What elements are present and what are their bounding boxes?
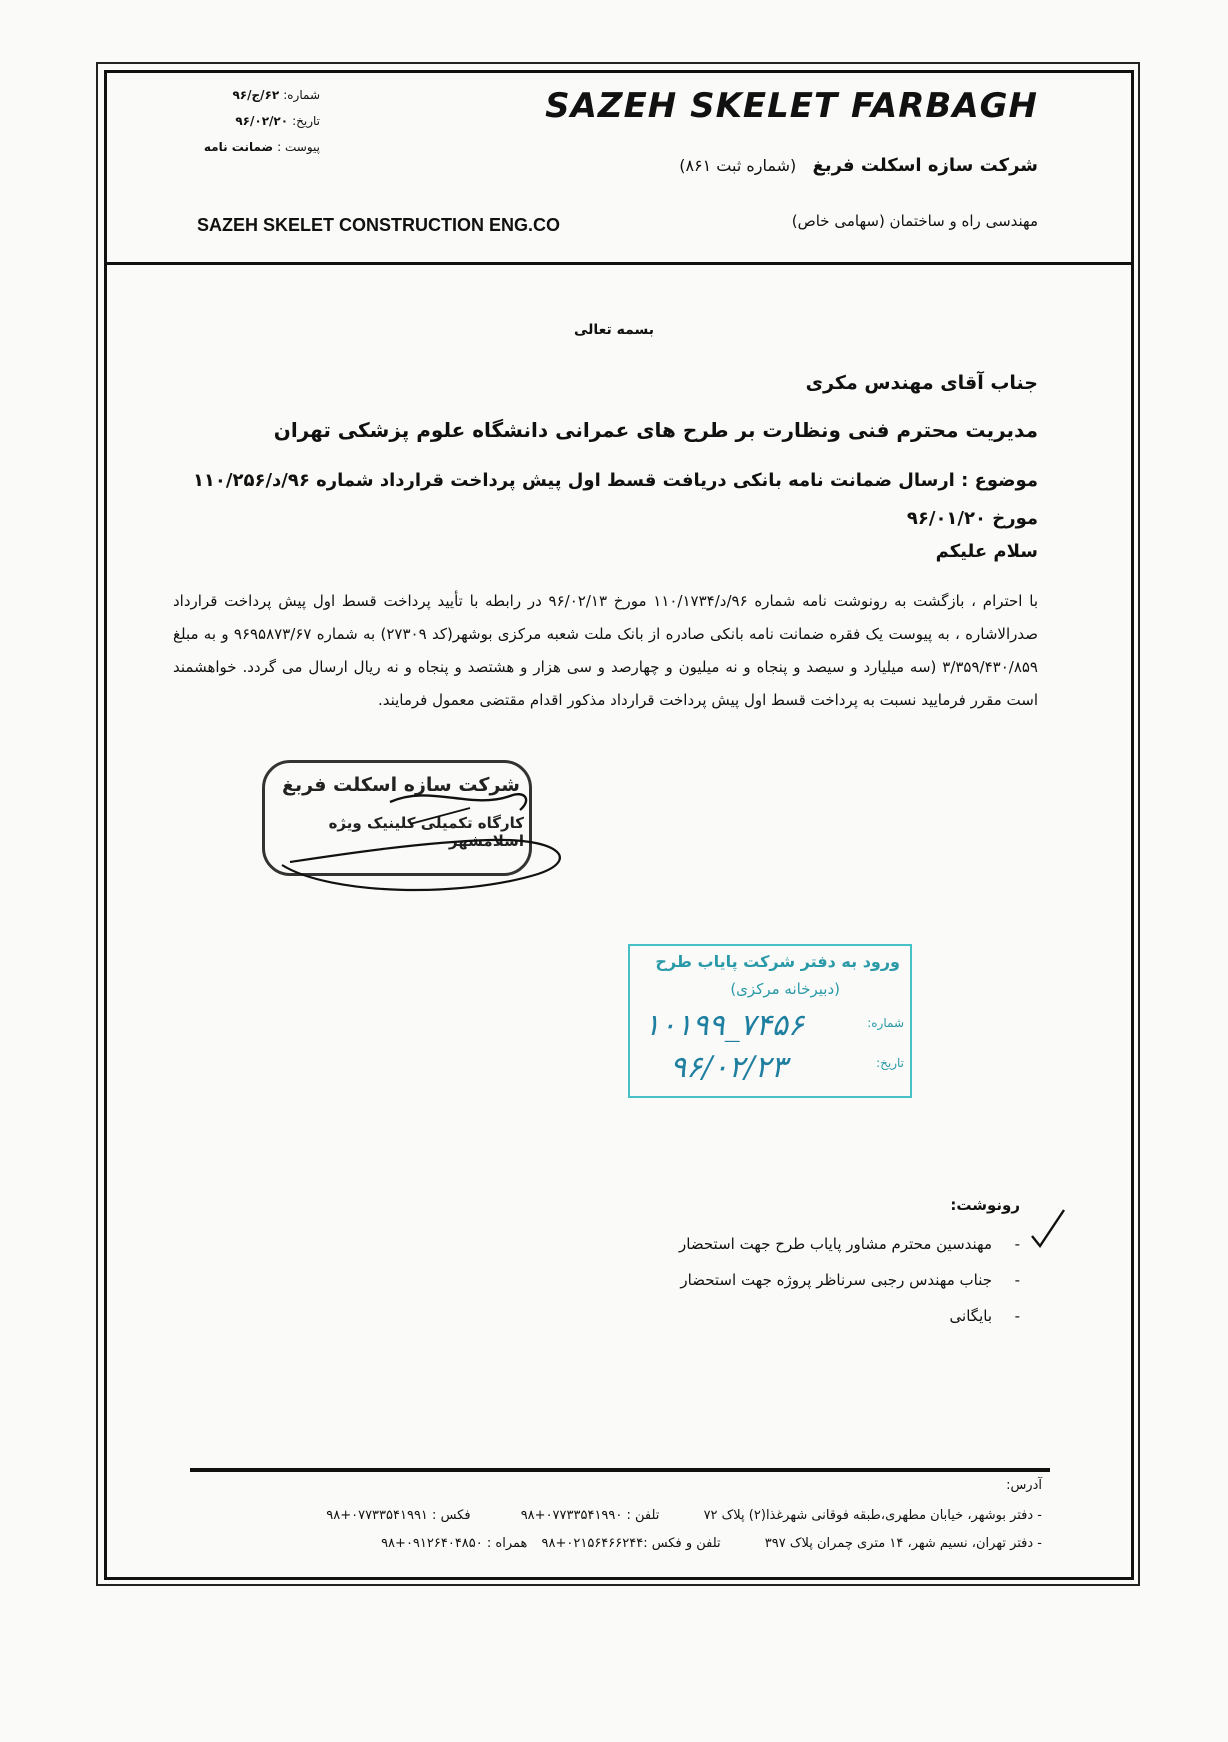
entry-date-value: ۹۶/۰۲/۲۳ <box>670 1050 787 1085</box>
tehran-address: - دفتر تهران، نسیم شهر، ۱۴ متری چمران پلاک ۳۹۷ <box>764 1536 1042 1551</box>
bushehr-address: - دفتر بوشهر، خیابان مطهری،طبقه فوقانی شهرغذا(۲) پلاک ۷۲ <box>703 1508 1042 1523</box>
letter-body: با احترام ، بازگشت به رونوشت نامه شماره ۹۶/د/۱۱۰/۱۷۳۴ مورخ ۹۶/۰۲/۱۳ در رابطه با تأیید پرداخت قسط اول پیش پرداخت قرارداد صدرالاشاره ، به پیوست یک فقره ضمانت نامه بانکی صادره از بانک ملت شعبه مرکزی بوشهر(کد ۲۷۳۰۹) به شماره ۹۶۹۵۸۷۳/۶۷ و به مبلغ ۳/۳۵۹/۴۳۰/۸۵۹ (سه میلیارد و سیصد و پنجاه و نه میلیون و چهارصد و سی هزار و هشتصد و پنجاه و نه ریال ارسال می گردد. خواهشمند است مقرر فرمایید نسبت به پرداخت قسط اول پیش پرداخت قرارداد مذکور اقدام مقتضی معمول فرمایند. <box>173 592 1038 709</box>
tehran-office-line <box>381 1536 1042 1551</box>
cc-list <box>679 1226 1020 1334</box>
addressee: جناب آقای مهندس مکری <box>805 372 1038 394</box>
company-name-en: SAZEH SKELET CONSTRUCTION ENG.CO <box>197 215 561 235</box>
inner-border <box>104 70 1134 1580</box>
letter-number: شماره:۶۲/ج/۹۶ <box>232 88 320 102</box>
bushehr-phone: تلفن : ۰۷۷۳۳۵۴۱۹۹۰+۹۸ <box>520 1508 660 1523</box>
cc-item: -جناب مهندس رجبی سرناظر پروژه جهت استحضار <box>680 1271 1020 1289</box>
checkmark-icon <box>1028 1206 1068 1252</box>
tehran-mobile: همراه : ۰۹۱۲۶۴۰۴۸۵۰+۹۸ <box>381 1536 528 1551</box>
entry-stamp-title: ورود به دفتر شرکت پایاب طرح <box>655 952 900 971</box>
bushehr-office-line <box>326 1508 1042 1523</box>
footer-divider <box>190 1468 1050 1472</box>
tehran-phone-fax: تلفن و فکس :۰۲۱۵۶۴۶۶۲۴۴+۹۸ <box>541 1536 721 1551</box>
letter-date: تاریخ:۹۶/۰۲/۲۰ <box>235 114 320 128</box>
cc-item: -بایگانی <box>949 1307 1020 1325</box>
entry-number-label: شماره: <box>867 1016 904 1030</box>
company-name-fa <box>679 155 1038 176</box>
entry-stamp-subtitle: (دبیرخانه مرکزی) <box>730 980 840 998</box>
bushehr-fax: فکس : ۰۷۷۳۳۵۴۱۹۹۱+۹۸ <box>326 1508 471 1523</box>
company-name: شرکت سازه اسکلت فربغ <box>812 155 1038 176</box>
stamp-workshop-name: کارگاه تکمیلی کلینیک ویژه اسلامشهر <box>328 814 524 850</box>
letter-meta <box>190 82 320 160</box>
incoming-entry-stamp <box>628 944 912 1098</box>
letter-attachment: پیوست :ضمانت نامه <box>203 140 320 154</box>
subject-line: موضوع : ارسال ضمانت نامه بانکی دریافت قسط اول پیش پرداخت قرارداد شماره ۹۶/د/۱۱۰/۲۵۶ مورخ ۹۶/۰۱/۲۰ <box>192 470 1038 529</box>
cc-title: رونوشت: <box>950 1196 1020 1214</box>
registration-number: (شماره ثبت ۸۶۱) <box>679 156 797 175</box>
header-divider <box>104 262 1131 265</box>
brand-logo-text: SAZEH SKELET FARBAGH <box>545 86 1038 126</box>
company-subtitle: مهندسی راه و ساختمان (سهامی خاص) <box>791 212 1038 230</box>
cc-item: -مهندسین محترم مشاور پایاب طرح جهت استحضار <box>679 1235 1020 1253</box>
entry-date-label: تاریخ: <box>876 1056 904 1070</box>
stamp-company-name: شرکت سازه اسکلت فربغ <box>282 774 520 796</box>
signature-icon <box>270 770 600 900</box>
greeting: سلام علیکم <box>935 541 1038 562</box>
entry-number-value: ۱۰۱۹۹_۷۴۵۶ <box>644 1008 805 1043</box>
address-title: آدرس: <box>1006 1478 1042 1493</box>
invocation: بسمه تعالی <box>573 322 655 338</box>
department: مدیریت محترم فنی ونظارت بر طرح های عمرانی دانشگاه علوم پزشکی تهران <box>273 418 1038 442</box>
